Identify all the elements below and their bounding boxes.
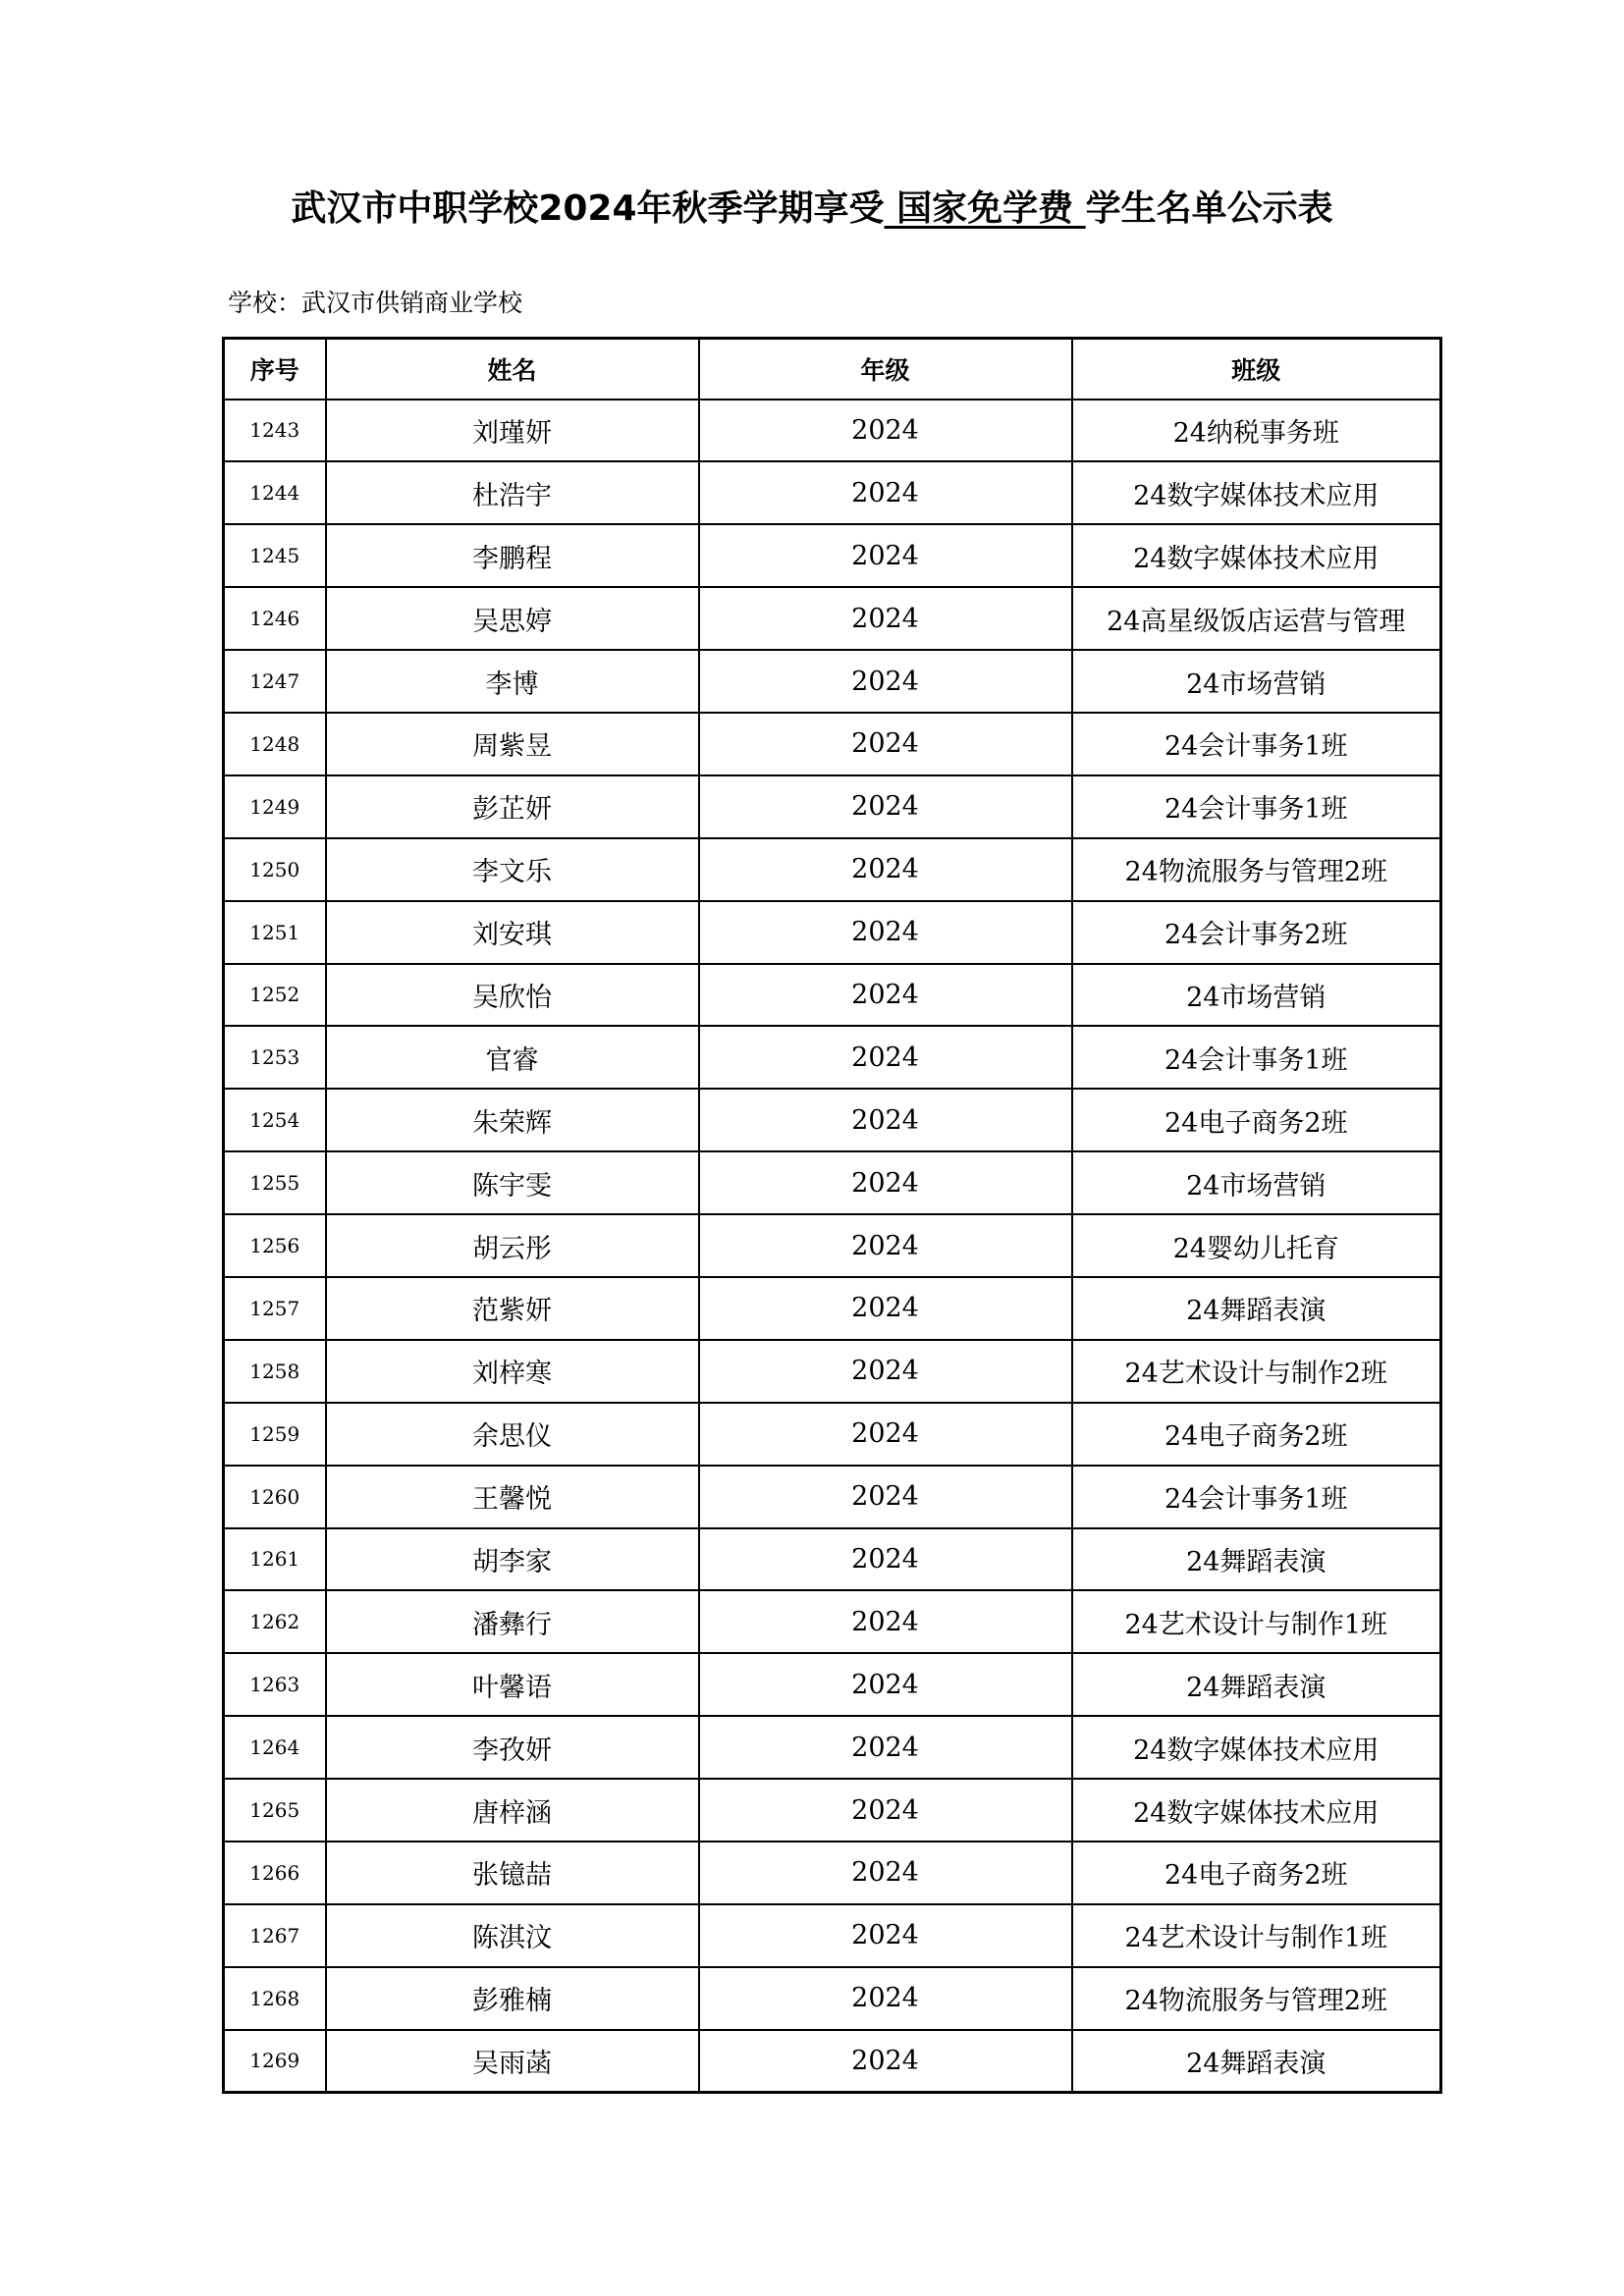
cell-seq: 1261	[224, 1528, 326, 1591]
title-underlined-term	[885, 188, 1086, 229]
cell-class: 24数字媒体技术应用	[1072, 524, 1441, 587]
cell-grade: 2024	[699, 1026, 1072, 1089]
cell-grade: 2024	[699, 1842, 1072, 1904]
school-name: 武汉市供销商业学校	[301, 289, 523, 317]
cell-class: 24舞蹈表演	[1072, 2030, 1441, 2093]
table-row	[224, 1779, 1441, 1842]
cell-seq: 1243	[224, 400, 326, 462]
cell-grade: 2024	[699, 400, 1072, 462]
cell-class: 24数字媒体技术应用	[1072, 1716, 1441, 1779]
cell-class: 24数字媒体技术应用	[1072, 1779, 1441, 1842]
cell-seq: 1252	[224, 964, 326, 1027]
table-row	[224, 964, 1441, 1027]
cell-grade: 2024	[699, 1466, 1072, 1528]
cell-class: 24艺术设计与制作1班	[1072, 1590, 1441, 1653]
cell-grade: 2024	[699, 2030, 1072, 2093]
header-seq: 序号	[224, 339, 326, 400]
cell-grade: 2024	[699, 1403, 1072, 1466]
table-row	[224, 838, 1441, 901]
cell-grade: 2024	[699, 964, 1072, 1027]
cell-seq: 1257	[224, 1277, 326, 1340]
cell-class: 24会计事务1班	[1072, 1026, 1441, 1089]
school-label: 学校：	[228, 289, 302, 317]
table-row	[224, 400, 1441, 462]
cell-name: 张镱喆	[326, 1842, 699, 1904]
cell-class: 24电子商务2班	[1072, 1403, 1441, 1466]
cell-grade: 2024	[699, 1590, 1072, 1653]
cell-grade: 2024	[699, 524, 1072, 587]
cell-class: 24高星级饭店运营与管理	[1072, 587, 1441, 650]
cell-name: 官睿	[326, 1026, 699, 1089]
cell-class: 24会计事务1班	[1072, 1466, 1441, 1528]
cell-class: 24舞蹈表演	[1072, 1653, 1441, 1716]
cell-name: 刘瑾妍	[326, 400, 699, 462]
cell-class: 24艺术设计与制作2班	[1072, 1340, 1441, 1403]
cell-name: 李文乐	[326, 838, 699, 901]
school-line	[228, 287, 522, 320]
cell-seq: 1264	[224, 1716, 326, 1779]
cell-name: 王馨悦	[326, 1466, 699, 1528]
cell-name: 杜浩宇	[326, 461, 699, 524]
cell-class: 24舞蹈表演	[1072, 1528, 1441, 1591]
cell-class: 24会计事务2班	[1072, 901, 1441, 964]
cell-seq: 1268	[224, 1967, 326, 2030]
cell-class: 24会计事务1班	[1072, 775, 1441, 838]
cell-name: 吴雨菡	[326, 2030, 699, 2093]
cell-grade: 2024	[699, 461, 1072, 524]
cell-seq: 1245	[224, 524, 326, 587]
cell-grade: 2024	[699, 1214, 1072, 1277]
cell-class: 24会计事务1班	[1072, 713, 1441, 775]
cell-name: 周紫昱	[326, 713, 699, 775]
table-row	[224, 650, 1441, 713]
cell-name: 吴欣怡	[326, 964, 699, 1027]
cell-grade: 2024	[699, 775, 1072, 838]
cell-seq: 1258	[224, 1340, 326, 1403]
cell-seq: 1248	[224, 713, 326, 775]
cell-name: 余思仪	[326, 1403, 699, 1466]
cell-seq: 1247	[224, 650, 326, 713]
title-prefix: 武汉市中职学校2024年秋季学期享受	[291, 188, 885, 229]
table-row	[224, 1466, 1441, 1528]
cell-name: 李鹏程	[326, 524, 699, 587]
cell-grade: 2024	[699, 838, 1072, 901]
cell-class: 24市场营销	[1072, 650, 1441, 713]
cell-seq: 1253	[224, 1026, 326, 1089]
table-row	[224, 1214, 1441, 1277]
cell-seq: 1260	[224, 1466, 326, 1528]
table-row	[224, 1967, 1441, 2030]
table-row	[224, 1653, 1441, 1716]
cell-seq: 1251	[224, 901, 326, 964]
table-row	[224, 1590, 1441, 1653]
cell-grade: 2024	[699, 587, 1072, 650]
cell-name: 胡李家	[326, 1528, 699, 1591]
table-row	[224, 713, 1441, 775]
cell-grade: 2024	[699, 1277, 1072, 1340]
cell-class: 24婴幼儿托育	[1072, 1214, 1441, 1277]
cell-class: 24市场营销	[1072, 1151, 1441, 1214]
table-body	[224, 400, 1441, 2093]
table-row	[224, 775, 1441, 838]
cell-grade: 2024	[699, 1528, 1072, 1591]
cell-seq: 1263	[224, 1653, 326, 1716]
cell-name: 李博	[326, 650, 699, 713]
cell-seq: 1262	[224, 1590, 326, 1653]
cell-name: 范紫妍	[326, 1277, 699, 1340]
cell-seq: 1256	[224, 1214, 326, 1277]
cell-class: 24市场营销	[1072, 964, 1441, 1027]
cell-name: 彭芷妍	[326, 775, 699, 838]
cell-name: 唐梓涵	[326, 1779, 699, 1842]
cell-seq: 1244	[224, 461, 326, 524]
cell-grade: 2024	[699, 1904, 1072, 1967]
cell-seq: 1265	[224, 1779, 326, 1842]
cell-grade: 2024	[699, 1089, 1072, 1151]
table-row	[224, 1151, 1441, 1214]
table-row	[224, 587, 1441, 650]
cell-name: 刘梓寒	[326, 1340, 699, 1403]
header-class: 班级	[1072, 339, 1441, 400]
table-header-row	[224, 339, 1441, 400]
table-row	[224, 461, 1441, 524]
cell-name: 吴思婷	[326, 587, 699, 650]
cell-name: 陈淇汶	[326, 1904, 699, 1967]
cell-grade: 2024	[699, 1716, 1072, 1779]
cell-seq: 1259	[224, 1403, 326, 1466]
cell-grade: 2024	[699, 713, 1072, 775]
table-row	[224, 1904, 1441, 1967]
table-row	[224, 1716, 1441, 1779]
student-roster-table	[222, 337, 1442, 2094]
cell-grade: 2024	[699, 901, 1072, 964]
cell-seq: 1250	[224, 838, 326, 901]
table-row	[224, 1528, 1441, 1591]
title-underlined-text: 国家免学费	[896, 188, 1074, 229]
page-title	[0, 185, 1624, 234]
cell-grade: 2024	[699, 1653, 1072, 1716]
cell-class: 24数字媒体技术应用	[1072, 461, 1441, 524]
cell-seq: 1266	[224, 1842, 326, 1904]
cell-name: 李孜妍	[326, 1716, 699, 1779]
title-suffix: 学生名单公示表	[1085, 188, 1333, 229]
header-grade: 年级	[699, 339, 1072, 400]
cell-seq: 1254	[224, 1089, 326, 1151]
cell-name: 陈宇雯	[326, 1151, 699, 1214]
table-row	[224, 524, 1441, 587]
cell-name: 刘安琪	[326, 901, 699, 964]
cell-seq: 1267	[224, 1904, 326, 1967]
cell-seq: 1255	[224, 1151, 326, 1214]
cell-class: 24物流服务与管理2班	[1072, 838, 1441, 901]
cell-name: 叶馨语	[326, 1653, 699, 1716]
header-name: 姓名	[326, 339, 699, 400]
table-row	[224, 1026, 1441, 1089]
cell-class: 24舞蹈表演	[1072, 1277, 1441, 1340]
cell-class: 24纳税事务班	[1072, 400, 1441, 462]
cell-seq: 1246	[224, 587, 326, 650]
cell-grade: 2024	[699, 1151, 1072, 1214]
table-row	[224, 1340, 1441, 1403]
cell-name: 朱荣辉	[326, 1089, 699, 1151]
cell-seq: 1269	[224, 2030, 326, 2093]
table-row	[224, 2030, 1441, 2093]
table-row	[224, 1403, 1441, 1466]
cell-grade: 2024	[699, 650, 1072, 713]
cell-class: 24电子商务2班	[1072, 1842, 1441, 1904]
cell-name: 胡云彤	[326, 1214, 699, 1277]
cell-grade: 2024	[699, 1340, 1072, 1403]
cell-grade: 2024	[699, 1779, 1072, 1842]
table-row	[224, 901, 1441, 964]
cell-name: 彭雅楠	[326, 1967, 699, 2030]
cell-seq: 1249	[224, 775, 326, 838]
table-row	[224, 1089, 1441, 1151]
table-row	[224, 1842, 1441, 1904]
cell-grade: 2024	[699, 1967, 1072, 2030]
cell-class: 24物流服务与管理2班	[1072, 1967, 1441, 2030]
table-row	[224, 1277, 1441, 1340]
cell-name: 潘彝行	[326, 1590, 699, 1653]
cell-class: 24艺术设计与制作1班	[1072, 1904, 1441, 1967]
cell-class: 24电子商务2班	[1072, 1089, 1441, 1151]
